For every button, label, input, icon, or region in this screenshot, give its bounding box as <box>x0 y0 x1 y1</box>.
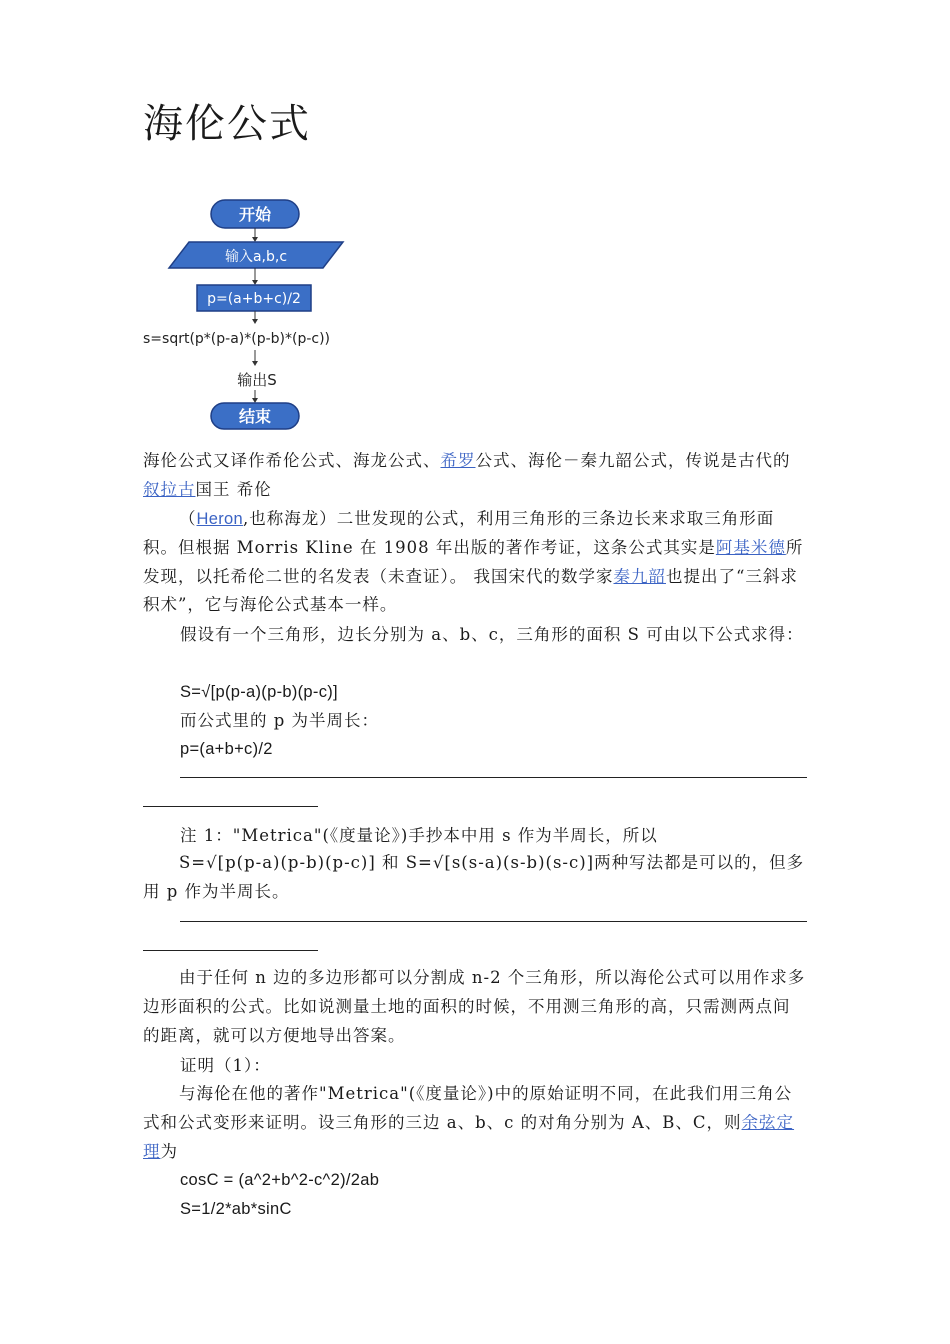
note-line-2: S=√[p(p-a)(p-b)(p-c)] 和 S=√[s(s-a)(s-b)(s-c)]两种写法都是可以的，但多用 p 作为半周长。 <box>143 853 805 901</box>
link-law-of-cosines[interactable]: 余弦定理 <box>143 1112 795 1161</box>
text-span: 公式、海伦－秦九韶公式，传说是古代的 <box>475 451 791 470</box>
link-archimedes[interactable]: 阿基米德 <box>715 537 786 557</box>
text-span: 国王 希伦 <box>195 479 272 499</box>
flow-input-label: 输入a,b,c <box>224 249 288 265</box>
flow-process-label: p=(a+b+c)/2 <box>207 291 301 307</box>
flow-formula-label: s=sqrt(p*(p-a)*(p-b)*(p-c)) <box>143 331 331 347</box>
formula-cosine: cosC = (a^2+b^2-c^2)/2ab <box>180 1171 380 1189</box>
paragraph-intro <box>143 447 807 505</box>
paragraph-assume: 假设有一个三角形，边长分别为 a、b、c，三角形的面积 S 可由以下公式求得： <box>180 625 804 644</box>
proof-heading: 证明（1）： <box>180 1056 271 1075</box>
flow-output-label: 输出S <box>237 371 277 389</box>
link-xiluo[interactable]: 希罗 <box>440 451 476 470</box>
text-span: （ <box>179 509 197 528</box>
link-heron[interactable]: Heron <box>196 510 243 528</box>
divider-line <box>180 921 807 922</box>
text-span: 海伦公式又译作希伦公式、海龙公式、 <box>143 451 441 470</box>
divider-line <box>143 950 318 951</box>
paragraph-history <box>143 505 807 620</box>
note-line-1: 注 1："Metrica"(《度量论》)手抄本中用 s 作为半周长，所以 <box>180 826 658 845</box>
text-span: 也提出了“三斜求积术”，它与海伦公式基本一样。 <box>143 566 798 615</box>
text-span: ,也称海龙）二世发现的公式，利用三角形的三条边长来求取三角形面积。但根据 Morris Kline 在 1908 年出版的著作考证，这条公式其实是 <box>143 509 775 557</box>
link-qin-jiushao[interactable]: 秦九韶 <box>613 566 666 586</box>
page-title: 海伦公式 <box>143 101 311 147</box>
link-syracuse[interactable]: 叙拉古 <box>143 479 196 499</box>
divider-line <box>143 806 318 807</box>
formula-area: S=√[p(p-a)(p-b)(p-c)] <box>180 683 338 701</box>
flow-arrowhead <box>252 361 258 366</box>
paragraph-polygon: 由于任何 n 边的多边形都可以分割成 n-2 个三角形，所以海伦公式可以用作求多边形面积的公式。比如说测量土地的面积的时候，不用测三角形的高，只需测两点间的距离，就可以方便地导出答案。 <box>143 968 806 1045</box>
flow-start-label: 开始 <box>238 205 272 224</box>
text-span: 为 <box>160 1141 178 1161</box>
formula-area-sine: S=1/2*ab*sinC <box>180 1200 292 1218</box>
flow-end-label: 结束 <box>238 407 272 426</box>
flowchart-diagram <box>143 192 375 438</box>
paragraph-proof <box>143 1080 807 1166</box>
text-span: 与海伦在他的著作"Metrica"(《度量论》)中的原始证明不同，在此我们用三角公式和公式变形来证明。设三角形的三边 a、b、c 的对角分别为 A、B、C，则 <box>143 1084 793 1132</box>
paragraph-semiperimeter: 而公式里的 p 为半周长： <box>180 711 380 730</box>
formula-semiperimeter: p=(a+b+c)/2 <box>180 740 273 758</box>
text-span: 所发现，以托希伦二世的名发表（未查证）。 我国宋代的数学家 <box>143 537 804 586</box>
flow-arrowhead <box>252 319 258 324</box>
divider-line <box>180 777 807 778</box>
